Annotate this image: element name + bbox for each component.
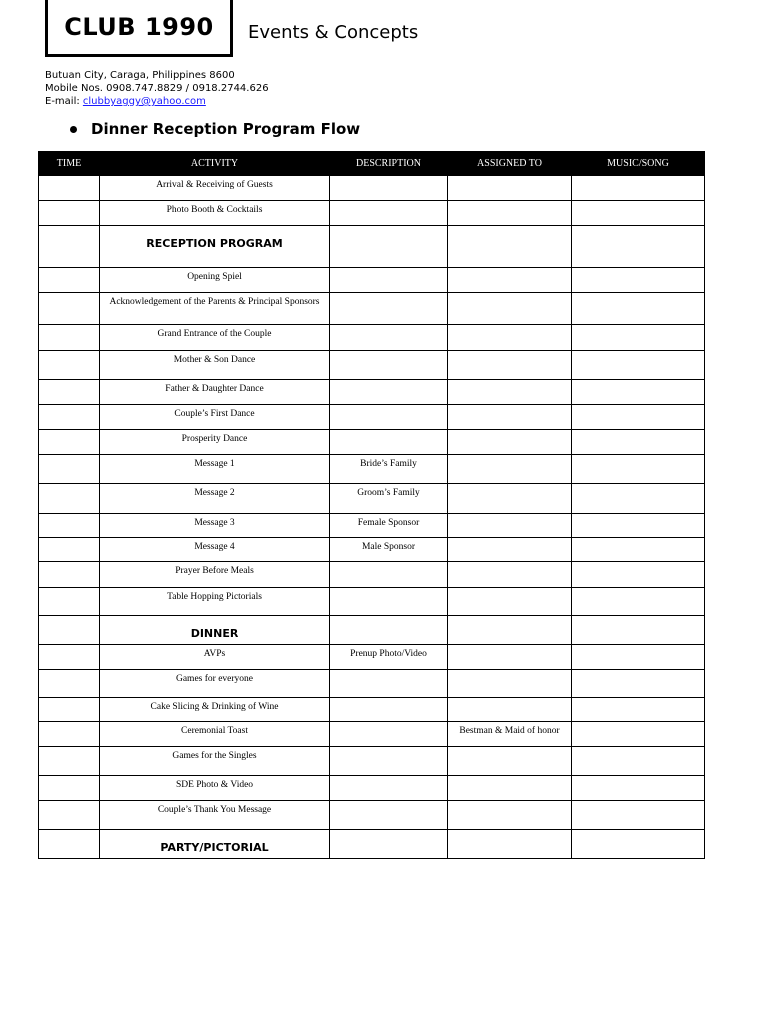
description-cell: Male Sponsor — [330, 538, 448, 562]
description-cell — [330, 176, 448, 201]
table-row — [39, 455, 705, 484]
table-row — [39, 293, 705, 325]
music-song-cell — [572, 830, 705, 859]
assigned-to-cell — [448, 201, 572, 226]
time-cell — [39, 201, 100, 226]
table-row — [39, 514, 705, 538]
music-song-cell — [572, 484, 705, 514]
activity-cell: Prayer Before Meals — [100, 562, 330, 588]
time-cell — [39, 747, 100, 776]
description-cell — [330, 616, 448, 645]
description-cell — [330, 588, 448, 616]
assigned-to-cell — [448, 670, 572, 698]
assigned-to-cell: Bestman & Maid of honor — [448, 722, 572, 747]
time-cell — [39, 514, 100, 538]
assigned-to-cell — [448, 455, 572, 484]
section-heading — [70, 120, 360, 138]
activity-cell: Cake Slicing & Drinking of Wine — [100, 698, 330, 722]
assigned-to-cell — [448, 514, 572, 538]
time-cell — [39, 380, 100, 405]
table-row — [39, 722, 705, 747]
column-header-music-song: MUSIC/SONG — [572, 152, 705, 176]
assigned-to-cell — [448, 747, 572, 776]
activity-cell: Photo Booth & Cocktails — [100, 201, 330, 226]
description-cell: Groom’s Family — [330, 484, 448, 514]
column-header-activity: ACTIVITY — [100, 152, 330, 176]
activity-cell: Message 3 — [100, 514, 330, 538]
description-cell: Prenup Photo/Video — [330, 645, 448, 670]
time-cell — [39, 562, 100, 588]
time-cell — [39, 293, 100, 325]
description-cell — [330, 226, 448, 268]
time-cell — [39, 588, 100, 616]
description-cell — [330, 670, 448, 698]
description-cell — [330, 801, 448, 830]
time-cell — [39, 405, 100, 430]
assigned-to-cell — [448, 562, 572, 588]
table-section-row — [39, 616, 705, 645]
table-section-row — [39, 226, 705, 268]
activity-cell: Prosperity Dance — [100, 430, 330, 455]
activity-cell: Games for everyone — [100, 670, 330, 698]
activity-cell: PARTY/PICTORIAL — [100, 830, 330, 859]
description-cell: Bride’s Family — [330, 455, 448, 484]
description-cell: Female Sponsor — [330, 514, 448, 538]
music-song-cell — [572, 722, 705, 747]
music-song-cell — [572, 325, 705, 351]
assigned-to-cell — [448, 776, 572, 801]
music-song-cell — [572, 430, 705, 455]
table-row — [39, 176, 705, 201]
table-row — [39, 405, 705, 430]
activity-cell: Ceremonial Toast — [100, 722, 330, 747]
table-row — [39, 645, 705, 670]
music-song-cell — [572, 776, 705, 801]
description-cell — [330, 268, 448, 293]
music-song-cell — [572, 268, 705, 293]
bullet-icon — [70, 126, 77, 133]
activity-cell: Father & Daughter Dance — [100, 380, 330, 405]
time-cell — [39, 538, 100, 562]
time-cell — [39, 830, 100, 859]
assigned-to-cell — [448, 380, 572, 405]
tagline: Events & Concepts — [248, 22, 419, 43]
activity-cell: DINNER — [100, 616, 330, 645]
activity-cell: Grand Entrance of the Couple — [100, 325, 330, 351]
music-song-cell — [572, 645, 705, 670]
description-cell — [330, 380, 448, 405]
music-song-cell — [572, 455, 705, 484]
activity-cell: Table Hopping Pictorials — [100, 588, 330, 616]
assigned-to-cell — [448, 616, 572, 645]
activity-cell: Acknowledgement of the Parents & Principal Sponsors — [100, 293, 330, 325]
activity-cell: Message 2 — [100, 484, 330, 514]
description-cell — [330, 405, 448, 430]
description-cell — [330, 747, 448, 776]
logo-box — [45, 0, 233, 57]
music-song-cell — [572, 747, 705, 776]
music-song-cell — [572, 801, 705, 830]
email-link[interactable]: clubbyaggy@yahoo.com — [82, 96, 206, 107]
table-row — [39, 801, 705, 830]
contact-block — [45, 69, 269, 108]
time-cell — [39, 351, 100, 380]
music-song-cell — [572, 380, 705, 405]
table-row — [39, 538, 705, 562]
activity-cell: Couple’s First Dance — [100, 405, 330, 430]
table-row — [39, 776, 705, 801]
time-cell — [39, 484, 100, 514]
time-cell — [39, 645, 100, 670]
activity-cell: Mother & Son Dance — [100, 351, 330, 380]
activity-cell: SDE Photo & Video — [100, 776, 330, 801]
time-cell — [39, 722, 100, 747]
music-song-cell — [572, 670, 705, 698]
assigned-to-cell — [448, 645, 572, 670]
music-song-cell — [572, 176, 705, 201]
table-row — [39, 562, 705, 588]
table-row — [39, 430, 705, 455]
time-cell — [39, 268, 100, 293]
time-cell — [39, 455, 100, 484]
description-cell — [330, 562, 448, 588]
assigned-to-cell — [448, 538, 572, 562]
column-header-assigned-to: ASSIGNED TO — [448, 152, 572, 176]
heading-text: Dinner Reception Program Flow — [91, 120, 361, 138]
table-section-row — [39, 830, 705, 859]
address: Butuan City, Caraga, Philippines 8600 — [45, 70, 235, 81]
description-cell — [330, 830, 448, 859]
description-cell — [330, 776, 448, 801]
assigned-to-cell — [448, 226, 572, 268]
assigned-to-cell — [448, 268, 572, 293]
assigned-to-cell — [448, 801, 572, 830]
time-cell — [39, 430, 100, 455]
table-row — [39, 747, 705, 776]
description-cell — [330, 430, 448, 455]
activity-cell: Games for the Singles — [100, 747, 330, 776]
music-song-cell — [572, 698, 705, 722]
assigned-to-cell — [448, 588, 572, 616]
table-header-row — [39, 152, 705, 176]
music-song-cell — [572, 201, 705, 226]
table-row — [39, 351, 705, 380]
activity-cell: Arrival & Receiving of Guests — [100, 176, 330, 201]
activity-cell: RECEPTION PROGRAM — [100, 226, 330, 268]
assigned-to-cell — [448, 830, 572, 859]
assigned-to-cell — [448, 698, 572, 722]
table-row — [39, 588, 705, 616]
activity-cell: AVPs — [100, 645, 330, 670]
table-row — [39, 484, 705, 514]
description-cell — [330, 293, 448, 325]
activity-cell: Couple’s Thank You Message — [100, 801, 330, 830]
music-song-cell — [572, 588, 705, 616]
assigned-to-cell — [448, 484, 572, 514]
program-flow-table — [38, 151, 705, 859]
music-song-cell — [572, 538, 705, 562]
email-line — [45, 95, 269, 108]
table-row — [39, 670, 705, 698]
music-song-cell — [572, 226, 705, 268]
music-song-cell — [572, 351, 705, 380]
assigned-to-cell — [448, 430, 572, 455]
description-cell — [330, 201, 448, 226]
music-song-cell — [572, 405, 705, 430]
music-song-cell — [572, 293, 705, 325]
time-cell — [39, 801, 100, 830]
activity-cell: Opening Spiel — [100, 268, 330, 293]
description-cell — [330, 325, 448, 351]
mobile-numbers: Mobile Nos. 0908.747.8829 / 0918.2744.626 — [45, 83, 269, 94]
music-song-cell — [572, 514, 705, 538]
email-label: E-mail: — [45, 96, 83, 107]
time-cell — [39, 176, 100, 201]
time-cell — [39, 616, 100, 645]
table-row — [39, 698, 705, 722]
assigned-to-cell — [448, 176, 572, 201]
column-header-description: DESCRIPTION — [330, 152, 448, 176]
assigned-to-cell — [448, 405, 572, 430]
description-cell — [330, 722, 448, 747]
description-cell — [330, 351, 448, 380]
time-cell — [39, 325, 100, 351]
time-cell — [39, 670, 100, 698]
time-cell — [39, 226, 100, 268]
logo-text: CLUB 1990 — [64, 13, 214, 41]
activity-cell: Message 1 — [100, 455, 330, 484]
time-cell — [39, 776, 100, 801]
music-song-cell — [572, 562, 705, 588]
description-cell — [330, 698, 448, 722]
assigned-to-cell — [448, 293, 572, 325]
assigned-to-cell — [448, 351, 572, 380]
time-cell — [39, 698, 100, 722]
assigned-to-cell — [448, 325, 572, 351]
column-header-time: TIME — [39, 152, 100, 176]
music-song-cell — [572, 616, 705, 645]
activity-cell: Message 4 — [100, 538, 330, 562]
table-row — [39, 325, 705, 351]
table-row — [39, 380, 705, 405]
table-row — [39, 268, 705, 293]
table-row — [39, 201, 705, 226]
